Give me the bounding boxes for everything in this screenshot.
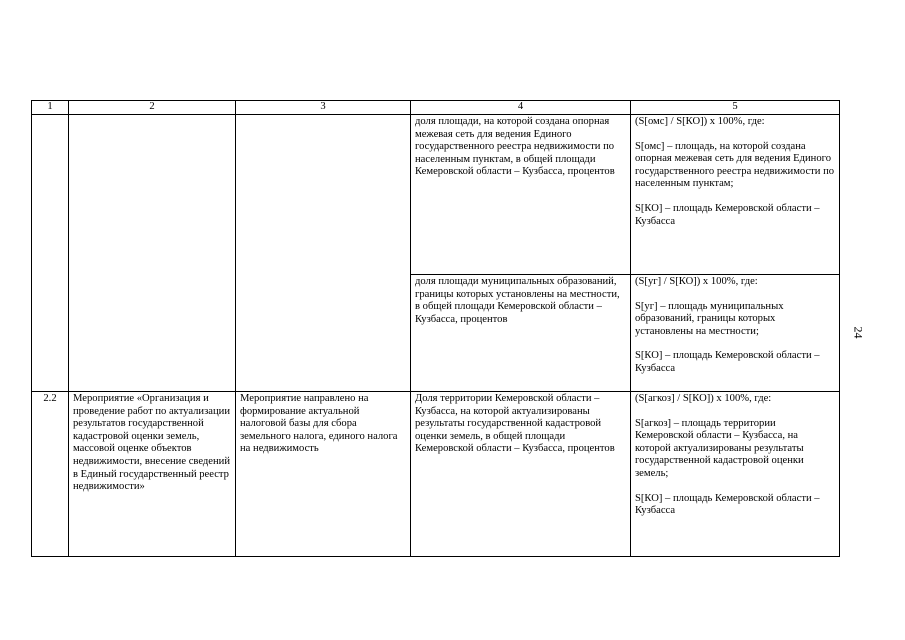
header-cell-4: 4 [411, 101, 631, 115]
table-header-row [32, 101, 840, 115]
event-cell: Мероприятие «Организация и проведение работ по актуализации результатов государственной кадастровой оценки земель, массовой оценке объектов недвижимости, внесение сведений в Единый государственный реестр недвижимости» [69, 392, 236, 557]
event-cell [69, 115, 236, 392]
page-number: 24 [851, 326, 866, 339]
header-cell-2: 2 [69, 101, 236, 115]
header-cell-5: 5 [631, 101, 840, 115]
indicator-cell [411, 275, 631, 392]
formula-cell [631, 115, 840, 275]
formula-text: (S[агкоз] / S[КО]) x 100%, где: [635, 393, 772, 404]
definition-text: S[КО] – площадь Кемеровской области – Кузбасса [635, 492, 820, 517]
description-cell: Мероприятие направлено на формирование актуальной налоговой базы для сбора земельного налога, единого налога на недвижимость [236, 392, 411, 557]
program-table [31, 100, 840, 557]
definition-text: S[уг] – площадь муниципальных образований, границы которых установлены на местности; [635, 300, 784, 337]
formula-cell [631, 275, 840, 392]
formula-cell [631, 392, 840, 557]
indicator-cell [411, 392, 631, 557]
definition-text: S[агкоз] – площадь территории Кемеровской области – Кузбасса, на которой актуализированы результаты государственной кадастровой оценки земель; [635, 417, 804, 479]
row-number-cell: 2.2 [32, 392, 69, 557]
table-row [32, 392, 840, 557]
row-number-cell [32, 115, 69, 392]
description-cell [236, 115, 411, 392]
formula-text: (S[уг] / S[КО]) x 100%, где: [635, 276, 758, 287]
table-row [32, 115, 840, 275]
indicator-cell [411, 115, 631, 275]
definition-text: S[КО] – площадь Кемеровской области – Кузбасса [635, 350, 820, 374]
formula-text: (S[омс] / S[КО]) x 100%, где: [635, 116, 765, 127]
header-cell-1: 1 [32, 101, 69, 115]
indicator-text: доля площади, на которой создана опорная межевая сеть для ведения Единого государственного реестра недвижимости по населенным пунктам, в общей площади Кемеровской области – Кузбасса, процентов [415, 116, 615, 178]
definition-text: S[КО] – площадь Кемеровской области – Кузбасса [635, 202, 820, 227]
header-cell-3: 3 [236, 101, 411, 115]
definition-text: S[омс] – площадь, на которой создана опорная межевая сеть для ведения Единого государственного реестра недвижимости по населенным пунктам; [635, 140, 835, 190]
indicator-text: Доля территории Кемеровской области – Кузбасса, на которой актуализированы результаты государственной кадастровой оценки земель, в общей площади Кемеровской области – Кузбасса, процентов [415, 393, 615, 455]
indicator-text: доля площади муниципальных образований, границы которых установлены на местности, в общей площади Кемеровской области – Кузбасса, процентов [415, 276, 620, 325]
